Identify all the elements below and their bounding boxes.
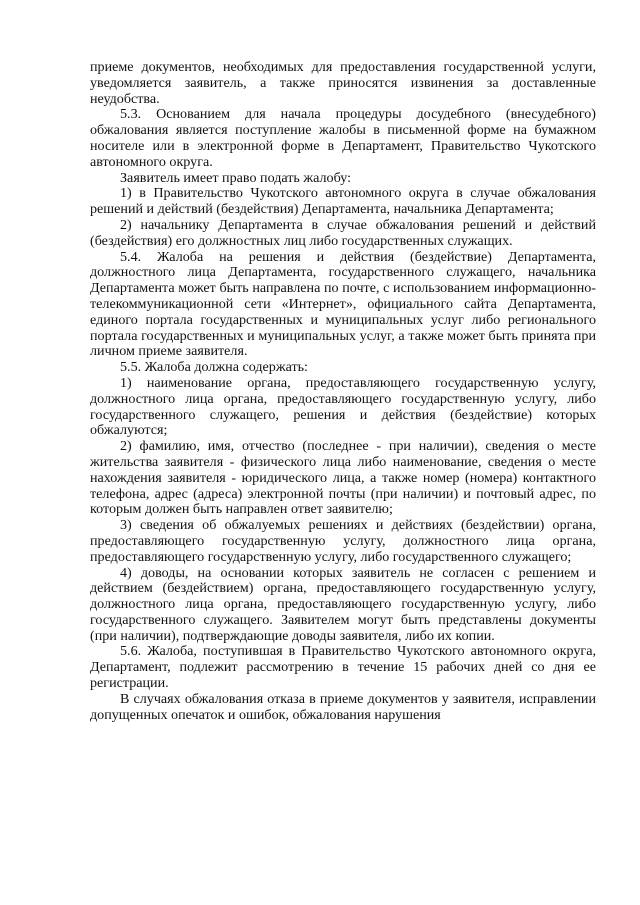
paragraph-continuation: приеме документов, необходимых для предоставления государственной услуги, уведомляется заявитель, а также приносятся извинения за доставленные неудобства. (90, 59, 596, 107)
paragraph-refusal-cases: В случаях обжалования отказа в приеме документов у заявителя, исправлении допущенных опечаток и ошибок, обжалования нарушения (90, 690, 596, 723)
list-item-government: 1) в Правительство Чукотского автономного округа в случае обжалования решений и действий (бездействия) Департамента, начальника Департамента; (90, 185, 596, 218)
list-item-appealed-decisions: 3) сведения об обжалуемых решениях и действиях (бездействии) органа, предоставляющего государственную услугу, должностного лица органа, предоставляющего государственную услугу, либо государственного служащего; (90, 517, 596, 565)
list-item-arguments: 4) доводы, на основании которых заявитель не согласен с решением и действием (бездействием) органа, предоставляющего государственную услугу, должностного лица органа, предоставляющего государственную услугу, либо государственного служащего. Заявителем могут быть представлены документы (при наличии), подтверждающие доводы заявителя, либо их копии. (90, 564, 596, 644)
list-item-authority-name: 1) наименование органа, предоставляющего государственную услугу, должностного лица органа, предоставляющего государственную услугу, либо государственного служащего, решения и действия (бездействие) которых обжалуются; (90, 374, 596, 439)
paragraph-5-5: 5.5. Жалоба должна содержать: (120, 359, 308, 376)
paragraph-5-4: 5.4. Жалоба на решения и действия (бездействие) Департамента, должностного лица Департамента, государственного служащего, начальника Департамента может быть направлена по почте, с использованием информационно-телекоммуникационной сети «Интернет», официального сайта Департамента, единого портала государственных и муниципальных услуг либо регионального портала государственных и муниципальных услуг, а также может быть принята при личном приеме заявителя. (90, 248, 596, 360)
list-item-department-head: 2) начальнику Департамента в случае обжалования решений и действий (бездействия) его должностных лиц либо государственных служащих. (90, 216, 596, 249)
document-body (90, 60, 596, 723)
paragraph-right-to-complain: Заявитель имеет право подать жалобу: (120, 169, 351, 186)
list-item-applicant-details: 2) фамилию, имя, отчество (последнее - при наличии), сведения о месте жительства заявителя - физического лица либо наименование, сведения о месте нахождения заявителя - юридического лица, а также номер (номера) контактного телефона, адрес (адреса) электронной почты (при наличии) и почтовый адрес, по которым должен быть направлен ответ заявителю; (90, 438, 596, 518)
paragraph-5-6: 5.6. Жалоба, поступившая в Правительство Чукотского автономного округа, Департамент, подлежит рассмотрению в течение 15 рабочих дней со дня ее регистрации. (90, 643, 596, 692)
paragraph-5-3: 5.3. Основанием для начала процедуры досудебного (внесудебного) обжалования является поступление жалобы в письменной форме на бумажном носителе или в электронной форме в Департамент, Правительство Чукотского автономного округа. (90, 106, 596, 170)
